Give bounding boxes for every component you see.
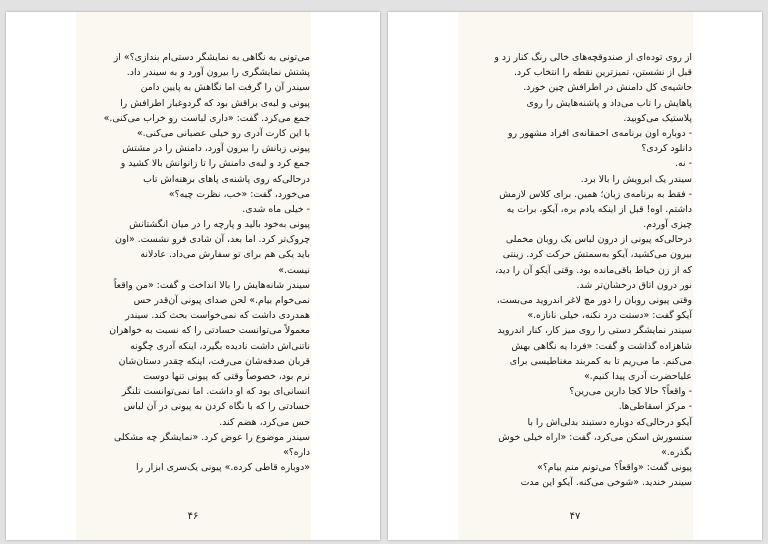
text-line: ناتنی‌اش داشت نادیده بگیرد، اینکه آدری چگونه xyxy=(130,340,310,352)
text-line: سیندر خندید. «شوخی می‌کنه. آیکو این مدت xyxy=(520,477,692,489)
text-line: می‌تونی به نگاهی به نمایشگر دستی‌ام بندازی؟» از xyxy=(113,52,310,63)
text-line: جمع کرد و لبه‌ی دامنش را تا زانوانش بالا کشید و xyxy=(120,158,310,170)
text-line: پیونی گفت: «واقعاً؟ می‌تونم منم بیام؟» xyxy=(537,462,692,474)
right-page xyxy=(388,12,762,540)
text-line: بگذره.» xyxy=(661,446,692,458)
text-line: - دوباره اون برنامه‌ی احمقانه‌ی افراد مشهور رو xyxy=(507,127,692,139)
left-page-number: ۴۶ xyxy=(187,511,199,522)
text-line: آیکو گفت: «دستت درد نکنه، خیلی نانازه.» xyxy=(527,310,692,322)
text-line: - نه. xyxy=(675,158,692,170)
text-line: قربان صدقه‌شان می‌رفت، اینکه چقدر دستان‌شان xyxy=(118,355,310,367)
text-line: از روی توده‌ای از صندوقچه‌های خالی رنگ کنار زد و xyxy=(494,52,692,63)
text-line: پلاستیک می‌کوبید. xyxy=(623,112,692,124)
text-line: شاهزاده گذاشت و گفت: «فردا یه نگاهی بهش xyxy=(511,340,692,352)
right-page-text xyxy=(460,50,692,490)
text-line: باید یکی هم برای تو سفارش می‌داد. عادلانه xyxy=(140,249,310,261)
text-line: نیست.» xyxy=(278,264,310,276)
text-line: سنسورش اسکن می‌کرد، گفت: «اراه خیلی خوش xyxy=(498,431,692,443)
text-line: دانلود کردی؟ xyxy=(641,143,692,155)
text-line: حسادتی را که با نگاه کردن به پیونی در آن لباس xyxy=(123,401,310,413)
text-line: انسانی‌ای بود که او داشت. اما نمی‌توانست تلنگر xyxy=(121,386,310,398)
text-line: حاشیه‌ی کل دامنش در اطرافش چین خورد. xyxy=(523,82,692,94)
text-line: سیندر موضوع را عوض کرد. «نمایشگر چه مشکلی xyxy=(113,431,310,443)
text-line: درحالی‌که روی پاشنه‌ی پاهای برهنه‌اش تاب xyxy=(143,173,310,185)
text-line: چیزی آوردم. xyxy=(643,219,692,231)
text-line: معمولاً می‌توانست حسادتی را که نسبت به خواهران xyxy=(109,325,310,337)
text-line: علیاحضرت آدری پیدا کنیم.» xyxy=(584,370,692,382)
text-line: می‌خورد، گفت: «خب، نظرت چیه؟» xyxy=(168,188,310,200)
text-line: پیونی و لبه‌ی براقش بود که گرد‌وغبار اطرافش را xyxy=(120,97,310,109)
text-line: - خیلی ماه شدی. xyxy=(242,203,310,215)
text-line: درحالی‌که پیونی از درون لباس یک روبان مخملی xyxy=(505,234,692,246)
text-line: وقتی پیونی روبان را دور مچ لاغر اندروید می‌بست، xyxy=(496,295,692,306)
right-page-number: ۴۷ xyxy=(569,511,581,522)
text-line: نور درون اتاق درخشان‌تر شد. xyxy=(576,279,692,291)
text-line: بیرون می‌کشید، آیکو به‌سمتش حرکت کرد. زینتی xyxy=(502,249,692,261)
left-page-text xyxy=(78,50,310,475)
text-line: با این کارت آدری رو خیلی عصبانی می‌کنی.» xyxy=(136,127,310,139)
text-line: سیندر شانه‌هایش را بالا انداخت و گفت: «من واقعاً xyxy=(113,279,310,291)
text-line: داشتم. اوه! قبل از اینکه یادم بره، آیکو، برات یه xyxy=(506,203,692,215)
text-line: - فقط به برنامه‌ی زبان؛ همین. برای کلاس لازمش xyxy=(499,188,692,200)
text-line: نرم بود، خصوصاً وقتی که پیونی تنها دوست xyxy=(143,370,310,382)
text-line: می‌کنم. ما می‌ریم تا به کمربند مغناطیسی برای xyxy=(509,355,692,367)
text-line: حس می‌کرد، هضم کند. xyxy=(219,416,310,428)
text-line: «دوباره قاطی کرده.» پیونی یک‌سری ابزار را xyxy=(136,462,310,474)
text-line: پیونی زبانش را بیرون آورد، دامنش را در مشتش xyxy=(122,143,310,155)
text-line: آیکو درحالی‌که دوباره دستبند بدلی‌اش را با xyxy=(527,416,692,428)
text-line: سیندر یک ابرویش را بالا برد. xyxy=(580,173,692,185)
text-line: همدردی داشت که نمی‌خواست بحث کند. سیندر xyxy=(125,310,310,322)
text-line: داره؟» xyxy=(283,446,310,458)
text-line: پشتش نمایشگری را بیرون آورد و به سیندر داد. xyxy=(126,67,310,79)
left-page xyxy=(6,12,380,540)
text-line: نمی‌خوام بیام.» لحن صدای پیونی آن‌قدر حس xyxy=(133,295,310,306)
text-line: که از زن خیاط باقی‌مانده بود. وقتی آیکو آن را دید، xyxy=(495,264,692,276)
text-line: جمع می‌کرد. گفت: «داری لباست رو خراب می‌کنی.» xyxy=(103,112,310,124)
text-line: قبل از نشستن، تمیزترین نقطه را انتخاب کرد. xyxy=(513,67,692,79)
text-line: پیونی به‌خود بالید و پارچه را در میان انگشتانش xyxy=(129,219,310,231)
text-line: چروک‌تر کرد. اما بعد، آن شادی فرو نشست. «اون xyxy=(114,234,310,246)
text-line: سیندر نمایشگر دستی را روی میز کار، کنار اندروید xyxy=(497,325,692,337)
text-line: - واقعاً؟ حالا کجا دارین می‌رین؟ xyxy=(569,386,692,398)
text-line: - مرکز اسقاطی‌ها. xyxy=(618,401,692,413)
text-line: پاهایش را تاب می‌داد و پاشنه‌هایش را روی xyxy=(526,97,692,109)
text-line: سیندر آن را گرفت اما نگاهش به پایین دامن xyxy=(140,82,310,94)
